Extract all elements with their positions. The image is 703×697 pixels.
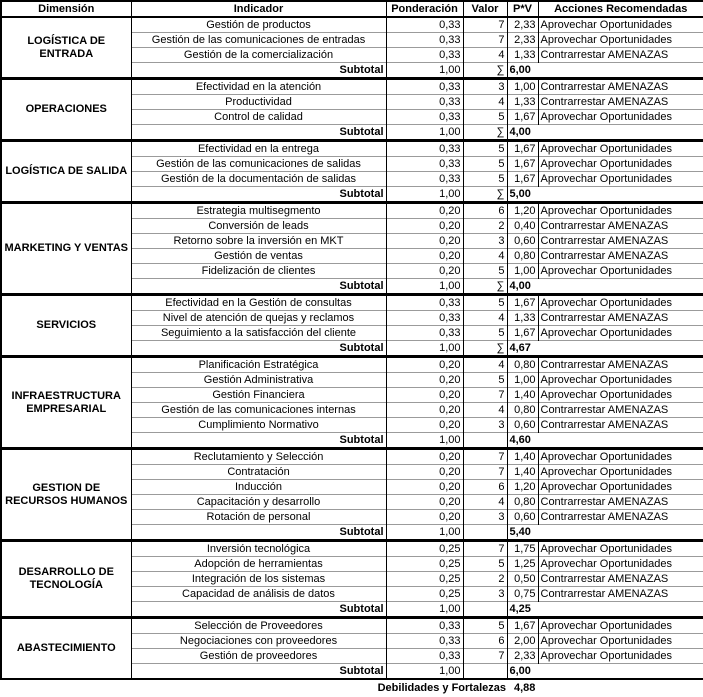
accion-cell: Aprovechar Oportunidades <box>538 557 703 572</box>
ponderacion-cell: 0,33 <box>386 172 463 187</box>
totals-value: 4,88 <box>514 682 536 694</box>
subtotal-label-cell: Subtotal <box>131 433 386 449</box>
accion-cell: Contrarrestar AMENAZAS <box>538 357 703 373</box>
valor-cell: 5 <box>463 172 507 187</box>
indicator-row <box>1 17 703 33</box>
dimension-cell: INFRAESTRUCTURA EMPRESARIAL <box>1 357 131 449</box>
indicator-cell: Estrategia multisegmento <box>131 203 386 219</box>
valor-cell: 5 <box>463 618 507 634</box>
valor-cell: 5 <box>463 326 507 341</box>
ponderacion-cell: 0,33 <box>386 634 463 649</box>
subtotal-label-cell: Subtotal <box>131 602 386 618</box>
pv-cell: 0,75 <box>507 587 538 602</box>
accion-cell: Aprovechar Oportunidades <box>538 388 703 403</box>
ponderacion-cell: 0,33 <box>386 618 463 634</box>
ponderacion-cell: 0,20 <box>386 249 463 264</box>
subtotal-ponderacion-cell: 1,00 <box>386 63 463 79</box>
subtotal-ponderacion-cell: 1,00 <box>386 525 463 541</box>
valor-cell: 5 <box>463 157 507 172</box>
subtotal-ponderacion-cell: 1,00 <box>386 341 463 357</box>
indicator-cell: Selección de Proveedores <box>131 618 386 634</box>
valor-cell: 3 <box>463 79 507 95</box>
pv-cell: 1,33 <box>507 311 538 326</box>
ponderacion-cell: 0,20 <box>386 219 463 234</box>
valor-cell: 7 <box>463 649 507 664</box>
accion-cell: Aprovechar Oportunidades <box>538 157 703 172</box>
accion-cell: Contrarrestar AMENAZAS <box>538 572 703 587</box>
subtotal-label-cell: Subtotal <box>131 125 386 141</box>
pv-cell: 1,20 <box>507 480 538 495</box>
indicator-cell: Control de calidad <box>131 110 386 125</box>
accion-cell: Contrarrestar AMENAZAS <box>538 79 703 95</box>
valor-cell: 4 <box>463 357 507 373</box>
accion-cell: Aprovechar Oportunidades <box>538 203 703 219</box>
valor-cell: 7 <box>463 33 507 48</box>
valor-cell: 4 <box>463 249 507 264</box>
pv-cell: 1,40 <box>507 388 538 403</box>
ponderacion-cell: 0,33 <box>386 157 463 172</box>
subtotal-valor-cell <box>463 525 507 541</box>
pv-cell: 1,00 <box>507 373 538 388</box>
ponderacion-cell: 0,20 <box>386 418 463 433</box>
accion-cell: Aprovechar Oportunidades <box>538 480 703 495</box>
indicator-cell: Capacidad de análisis de datos <box>131 587 386 602</box>
accion-cell: Aprovechar Oportunidades <box>538 449 703 465</box>
pv-cell: 0,40 <box>507 219 538 234</box>
pv-cell: 1,67 <box>507 172 538 187</box>
column-header-indicador: Indicador <box>131 1 386 17</box>
subtotal-label-cell: Subtotal <box>131 279 386 295</box>
valor-cell: 4 <box>463 403 507 418</box>
ponderacion-cell: 0,20 <box>386 234 463 249</box>
indicator-cell: Cumplimiento Normativo <box>131 418 386 433</box>
ponderacion-cell: 0,33 <box>386 649 463 664</box>
accion-cell: Aprovechar Oportunidades <box>538 264 703 279</box>
ponderacion-cell: 0,25 <box>386 572 463 587</box>
subtotal-pv-cell: 4,00 <box>507 125 703 141</box>
ponderacion-cell: 0,33 <box>386 79 463 95</box>
indicator-cell: Gestión de la documentación de salidas <box>131 172 386 187</box>
valor-cell: 4 <box>463 311 507 326</box>
accion-cell: Contrarrestar AMENAZAS <box>538 403 703 418</box>
indicator-row <box>1 357 703 373</box>
pv-cell: 2,33 <box>507 649 538 664</box>
subtotal-pv-cell: 6,00 <box>507 63 703 79</box>
accion-cell: Aprovechar Oportunidades <box>538 33 703 48</box>
subtotal-ponderacion-cell: 1,00 <box>386 433 463 449</box>
ponderacion-cell: 0,20 <box>386 495 463 510</box>
valor-cell: 3 <box>463 234 507 249</box>
accion-cell: Aprovechar Oportunidades <box>538 465 703 480</box>
accion-cell: Contrarrestar AMENAZAS <box>538 495 703 510</box>
subtotal-label-cell: Subtotal <box>131 187 386 203</box>
ponderacion-cell: 0,25 <box>386 557 463 572</box>
accion-cell: Aprovechar Oportunidades <box>538 141 703 157</box>
dimension-cell: LOGÍSTICA DE ENTRADA <box>1 17 131 79</box>
pv-cell: 1,33 <box>507 48 538 63</box>
pv-cell: 0,60 <box>507 234 538 249</box>
ponderacion-cell: 0,33 <box>386 48 463 63</box>
valor-cell: 5 <box>463 141 507 157</box>
pv-cell: 1,25 <box>507 557 538 572</box>
subtotal-valor-cell <box>463 664 507 680</box>
valor-cell: 2 <box>463 572 507 587</box>
ponderacion-cell: 0,20 <box>386 403 463 418</box>
valor-cell: 5 <box>463 110 507 125</box>
indicator-row <box>1 79 703 95</box>
pv-cell: 0,50 <box>507 572 538 587</box>
accion-cell: Aprovechar Oportunidades <box>538 634 703 649</box>
accion-cell: Contrarrestar AMENAZAS <box>538 48 703 63</box>
pv-cell: 2,33 <box>507 17 538 33</box>
ponderacion-cell: 0,33 <box>386 295 463 311</box>
indicator-cell: Seguimiento a la satisfacción del cliente <box>131 326 386 341</box>
ponderacion-cell: 0,33 <box>386 311 463 326</box>
indicator-cell: Efectividad en la Gestión de consultas <box>131 295 386 311</box>
indicator-row <box>1 449 703 465</box>
ponderacion-cell: 0,20 <box>386 357 463 373</box>
subtotal-valor-cell <box>463 602 507 618</box>
subtotal-ponderacion-cell: 1,00 <box>386 602 463 618</box>
pv-cell: 1,67 <box>507 141 538 157</box>
indicator-cell: Gestión de la comercialización <box>131 48 386 63</box>
sum-sigma-icon: ∑ <box>463 63 507 79</box>
accion-cell: Aprovechar Oportunidades <box>538 172 703 187</box>
ponderacion-cell: 0,33 <box>386 141 463 157</box>
ponderacion-cell: 0,20 <box>386 388 463 403</box>
subtotal-valor-cell <box>463 433 507 449</box>
ponderacion-cell: 0,25 <box>386 541 463 557</box>
ponderacion-cell: 0,20 <box>386 264 463 279</box>
valor-cell: 4 <box>463 495 507 510</box>
dimension-cell: LOGÍSTICA DE SALIDA <box>1 141 131 203</box>
subtotal-pv-cell: 5,40 <box>507 525 703 541</box>
column-header-ponderacion: Ponderación <box>386 1 463 17</box>
accion-cell: Contrarrestar AMENAZAS <box>538 510 703 525</box>
indicator-cell: Gestión Financiera <box>131 388 386 403</box>
ponderacion-cell: 0,33 <box>386 95 463 110</box>
valor-cell: 6 <box>463 634 507 649</box>
valor-cell: 3 <box>463 510 507 525</box>
valor-cell: 5 <box>463 373 507 388</box>
subtotal-pv-cell: 4,67 <box>507 341 703 357</box>
sum-sigma-icon: ∑ <box>463 125 507 141</box>
column-header-acciones: Acciones Recomendadas <box>538 1 703 17</box>
indicator-row <box>1 141 703 157</box>
subtotal-label-cell: Subtotal <box>131 525 386 541</box>
dimension-cell: MARKETING Y VENTAS <box>1 203 131 295</box>
table-body <box>1 17 703 679</box>
valor-cell: 6 <box>463 480 507 495</box>
column-header-valor: Valor <box>463 1 507 17</box>
pv-cell: 0,80 <box>507 357 538 373</box>
valor-cell: 4 <box>463 95 507 110</box>
pv-cell: 0,60 <box>507 418 538 433</box>
indicator-row <box>1 203 703 219</box>
indicator-cell: Conversión de leads <box>131 219 386 234</box>
ponderacion-cell: 0,33 <box>386 110 463 125</box>
indicator-row <box>1 295 703 311</box>
pv-cell: 1,67 <box>507 295 538 311</box>
subtotal-pv-cell: 6,00 <box>507 664 703 680</box>
table-header <box>1 1 703 17</box>
valor-cell: 4 <box>463 48 507 63</box>
indicator-cell: Rotación de personal <box>131 510 386 525</box>
valor-cell: 3 <box>463 418 507 433</box>
accion-cell: Contrarrestar AMENAZAS <box>538 234 703 249</box>
dimension-cell: DESARROLLO DE TECNOLOGÍA <box>1 541 131 618</box>
pv-cell: 1,67 <box>507 157 538 172</box>
indicator-cell: Efectividad en la entrega <box>131 141 386 157</box>
subtotal-pv-cell: 4,60 <box>507 433 703 449</box>
pv-cell: 1,40 <box>507 465 538 480</box>
valor-cell: 5 <box>463 264 507 279</box>
accion-cell: Aprovechar Oportunidades <box>538 326 703 341</box>
indicator-cell: Gestión de productos <box>131 17 386 33</box>
dimension-cell: OPERACIONES <box>1 79 131 141</box>
accion-cell: Contrarrestar AMENAZAS <box>538 418 703 433</box>
indicator-cell: Gestión de ventas <box>131 249 386 264</box>
indicator-cell: Fidelización de clientes <box>131 264 386 279</box>
valor-cell: 2 <box>463 219 507 234</box>
pv-cell: 1,00 <box>507 264 538 279</box>
pv-cell: 1,67 <box>507 110 538 125</box>
subtotal-pv-cell: 4,25 <box>507 602 703 618</box>
accion-cell: Contrarrestar AMENAZAS <box>538 219 703 234</box>
accion-cell: Contrarrestar AMENAZAS <box>538 249 703 264</box>
indicator-cell: Capacitación y desarrollo <box>131 495 386 510</box>
indicator-row <box>1 618 703 634</box>
accion-cell: Aprovechar Oportunidades <box>538 541 703 557</box>
sum-sigma-icon: ∑ <box>463 341 507 357</box>
valor-cell: 7 <box>463 388 507 403</box>
subtotal-label-cell: Subtotal <box>131 664 386 680</box>
valor-cell: 7 <box>463 449 507 465</box>
ponderacion-cell: 0,20 <box>386 510 463 525</box>
indicator-cell: Retorno sobre la inversión en MKT <box>131 234 386 249</box>
pv-cell: 0,80 <box>507 495 538 510</box>
pv-cell: 2,00 <box>507 634 538 649</box>
ponderacion-cell: 0,20 <box>386 480 463 495</box>
accion-cell: Contrarrestar AMENAZAS <box>538 587 703 602</box>
accion-cell: Aprovechar Oportunidades <box>538 373 703 388</box>
indicator-cell: Gestión de proveedores <box>131 649 386 664</box>
indicator-cell: Negociaciones con proveedores <box>131 634 386 649</box>
pv-cell: 1,67 <box>507 618 538 634</box>
indicator-cell: Contratación <box>131 465 386 480</box>
indicator-cell: Gestión de las comunicaciones de salidas <box>131 157 386 172</box>
subtotal-ponderacion-cell: 1,00 <box>386 279 463 295</box>
ponderacion-cell: 0,33 <box>386 33 463 48</box>
indicator-cell: Efectividad en la atención <box>131 79 386 95</box>
subtotal-ponderacion-cell: 1,00 <box>386 187 463 203</box>
pv-cell: 0,80 <box>507 403 538 418</box>
indicator-row <box>1 541 703 557</box>
ponderacion-cell: 0,20 <box>386 373 463 388</box>
sum-sigma-icon: ∑ <box>463 279 507 295</box>
subtotal-ponderacion-cell: 1,00 <box>386 125 463 141</box>
accion-cell: Aprovechar Oportunidades <box>538 110 703 125</box>
sum-sigma-icon: ∑ <box>463 187 507 203</box>
accion-cell: Contrarrestar AMENAZAS <box>538 95 703 110</box>
ponderacion-cell: 0,20 <box>386 449 463 465</box>
indicator-cell: Nivel de atención de quejas y reclamos <box>131 311 386 326</box>
accion-cell: Aprovechar Oportunidades <box>538 649 703 664</box>
ponderacion-cell: 0,20 <box>386 465 463 480</box>
subtotal-label-cell: Subtotal <box>131 341 386 357</box>
valor-cell: 6 <box>463 203 507 219</box>
pv-cell: 2,33 <box>507 33 538 48</box>
dimension-cell: SERVICIOS <box>1 295 131 357</box>
valor-cell: 7 <box>463 465 507 480</box>
valor-cell: 7 <box>463 17 507 33</box>
indicator-cell: Gestión de las comunicaciones internas <box>131 403 386 418</box>
indicator-cell: Productividad <box>131 95 386 110</box>
dimension-cell: ABASTECIMIENTO <box>1 618 131 680</box>
totals-row <box>0 682 703 694</box>
totals-label: Debilidades y Fortalezas <box>377 682 506 694</box>
ponderacion-cell: 0,25 <box>386 587 463 602</box>
pv-cell: 1,75 <box>507 541 538 557</box>
pv-cell: 0,60 <box>507 510 538 525</box>
accion-cell: Aprovechar Oportunidades <box>538 295 703 311</box>
pv-cell: 1,67 <box>507 326 538 341</box>
ponderacion-cell: 0,33 <box>386 326 463 341</box>
valor-cell: 5 <box>463 557 507 572</box>
ponderacion-cell: 0,20 <box>386 203 463 219</box>
ponderacion-cell: 0,33 <box>386 17 463 33</box>
subtotal-pv-cell: 4,00 <box>507 279 703 295</box>
valor-cell: 7 <box>463 541 507 557</box>
pv-cell: 1,00 <box>507 79 538 95</box>
indicator-cell: Reclutamiento y Selección <box>131 449 386 465</box>
accion-cell: Contrarrestar AMENAZAS <box>538 311 703 326</box>
indicator-cell: Gestión de las comunicaciones de entradas <box>131 33 386 48</box>
pv-cell: 1,20 <box>507 203 538 219</box>
indicator-cell: Gestión Administrativa <box>131 373 386 388</box>
indicator-cell: Planificación Estratégica <box>131 357 386 373</box>
valor-cell: 3 <box>463 587 507 602</box>
accion-cell: Aprovechar Oportunidades <box>538 618 703 634</box>
subtotal-ponderacion-cell: 1,00 <box>386 664 463 680</box>
subtotal-pv-cell: 5,00 <box>507 187 703 203</box>
pv-cell: 1,33 <box>507 95 538 110</box>
column-header-dimension: Dimensión <box>1 1 131 17</box>
column-header-pv: P*V <box>507 1 538 17</box>
pv-cell: 1,40 <box>507 449 538 465</box>
indicator-cell: Inducción <box>131 480 386 495</box>
indicator-cell: Integración de los sistemas <box>131 572 386 587</box>
dimension-cell: GESTION DE RECURSOS HUMANOS <box>1 449 131 541</box>
valor-cell: 5 <box>463 295 507 311</box>
subtotal-label-cell: Subtotal <box>131 63 386 79</box>
pv-cell: 0,80 <box>507 249 538 264</box>
indicator-cell: Adopción de herramientas <box>131 557 386 572</box>
accion-cell: Aprovechar Oportunidades <box>538 17 703 33</box>
indicator-cell: Inversión tecnológica <box>131 541 386 557</box>
